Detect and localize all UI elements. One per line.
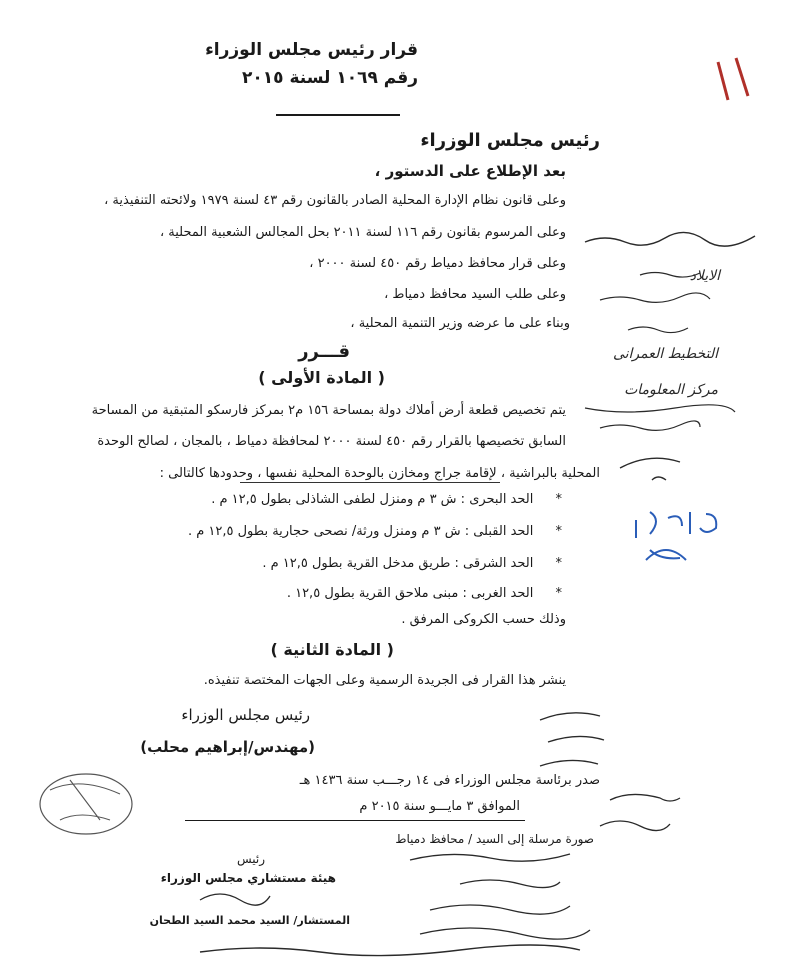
handwritten-date-stamp bbox=[540, 713, 604, 766]
margin-scribble bbox=[640, 273, 700, 278]
article2-title: ( المادة الثانية ) bbox=[270, 640, 394, 659]
constitution-line: بعد الإطلاع على الدستور ، bbox=[374, 162, 566, 180]
bottom-handwriting bbox=[420, 928, 590, 939]
left-stamp-mark bbox=[50, 780, 120, 820]
bottom-handwriting bbox=[460, 880, 560, 888]
margin-scribble bbox=[585, 232, 755, 246]
bullet-star: * bbox=[555, 586, 562, 601]
clause-decree-law: وعلى المرسوم بقانون رقم ١١٦ لسنة ٢٠١١ بحل المجالس الشعبية المحلية ، bbox=[159, 225, 566, 240]
signature-title: رئيس مجلس الوزراء bbox=[181, 706, 310, 724]
clause-local-admin-law: وعلى قانون نظام الإدارة المحلية الصادر بالقانون رقم ٤٣ لسنة ١٩٧٩ ولائحته التنفيذية ، bbox=[104, 193, 566, 208]
clause-governor-request: وعلى طلب السيد محافظ دمياط ، bbox=[384, 287, 566, 302]
decision-label: قـــرر bbox=[298, 341, 350, 362]
margin-scribble bbox=[628, 327, 688, 333]
office-signature bbox=[200, 894, 270, 905]
bullet-star: * bbox=[555, 556, 562, 571]
boundary-south: * الحد القبلى : ش ٣ م ومنزل ورثة/ نصحى حجارية بطول ١٢,٥ م . bbox=[187, 524, 562, 539]
bottom-handwriting bbox=[200, 945, 580, 956]
article1-title: ( المادة الأولى ) bbox=[258, 368, 385, 387]
blue-ink-note bbox=[636, 512, 716, 560]
left-stamp-mark bbox=[40, 774, 132, 834]
article1-line-2: السابق تخصيصها بالقرار رقم ٤٥٠ لسنة ٢٠٠٠ لمحافظة دمياط ، بالمجان ، لصالح الوحدة bbox=[97, 434, 566, 449]
clause-governor-decision: وعلى قرار محافظ دمياط رقم ٤٥٠ لسنة ٢٠٠٠ ، bbox=[309, 256, 566, 271]
margin-scribble bbox=[585, 405, 735, 412]
margin-note: التخطيط العمرانى bbox=[612, 346, 718, 362]
issued-line-2: الموافق ٣ مايـــو سنة ٢٠١٥ م bbox=[359, 799, 520, 814]
decree-number: رقم ١٠٦٩ لسنة ٢٠١٥ bbox=[242, 68, 418, 88]
article1-closing: وذلك حسب الكروكى المرفق . bbox=[401, 612, 566, 627]
signature-name: (مهندس/إبراهيم محلب) bbox=[140, 738, 315, 756]
margin-scribble bbox=[620, 458, 680, 480]
office-body: هيئة مستشاري مجلس الوزراء bbox=[160, 871, 336, 885]
bullet-star: * bbox=[555, 524, 562, 539]
preamble-heading: رئيس مجلس الوزراء bbox=[420, 130, 600, 151]
article1-line-1: يتم تخصيص قطعة أرض أملاك دولة بمساحة ١٥٦ م٢ بمركز فارسكو المتبقية من المساحة bbox=[91, 403, 566, 418]
office-signer: المستشار/ السيد محمد السيد الطحان bbox=[149, 914, 350, 927]
boundary-east: * الحد الشرقى : طريق مدخل القرية بطول ١٢,٥ م . bbox=[262, 556, 562, 571]
office-head: رئيس bbox=[236, 852, 266, 866]
margin-note: الايلاد bbox=[689, 268, 720, 284]
bullet-star: * bbox=[555, 492, 562, 507]
issued-line-1: صدر برئاسة مجلس الوزراء فى ١٤ رجـــب سنة ١٤٣٦ هـ bbox=[299, 773, 600, 788]
red-tick-mark bbox=[718, 58, 748, 100]
issued-scribble bbox=[600, 794, 680, 830]
article1-line-3: المحلية بالبراشية ، لإقامة جراج ومخازن بالوحدة المحلية نفسها ، وحدودها كالتالى : bbox=[159, 466, 600, 481]
clause-minister-proposal: وبناء على ما عرضه وزير التنمية المحلية ، bbox=[350, 316, 570, 331]
margin-scribble bbox=[600, 421, 700, 430]
decree-title: قرار رئيس مجلس الوزراء bbox=[205, 40, 418, 60]
margin-scribble bbox=[600, 293, 710, 302]
bottom-handwriting bbox=[410, 854, 570, 861]
boundary-north: * الحد البحرى : ش ٣ م ومنزل لطفى الشاذلى بطول ١٢,٥ م . bbox=[211, 492, 562, 507]
copy-to-line: صورة مرسلة إلى السيد / محافظ دمياط bbox=[395, 832, 594, 846]
boundary-west: * الحد الغربى : مبنى ملاحق القرية بطول ١٢,٥ . bbox=[286, 586, 562, 601]
margin-note: مركز المعلومات bbox=[624, 382, 718, 398]
article2-text: ينشر هذا القرار فى الجريدة الرسمية وعلى الجهات المختصة تنفيذه. bbox=[203, 673, 566, 688]
bottom-handwriting bbox=[430, 905, 570, 914]
